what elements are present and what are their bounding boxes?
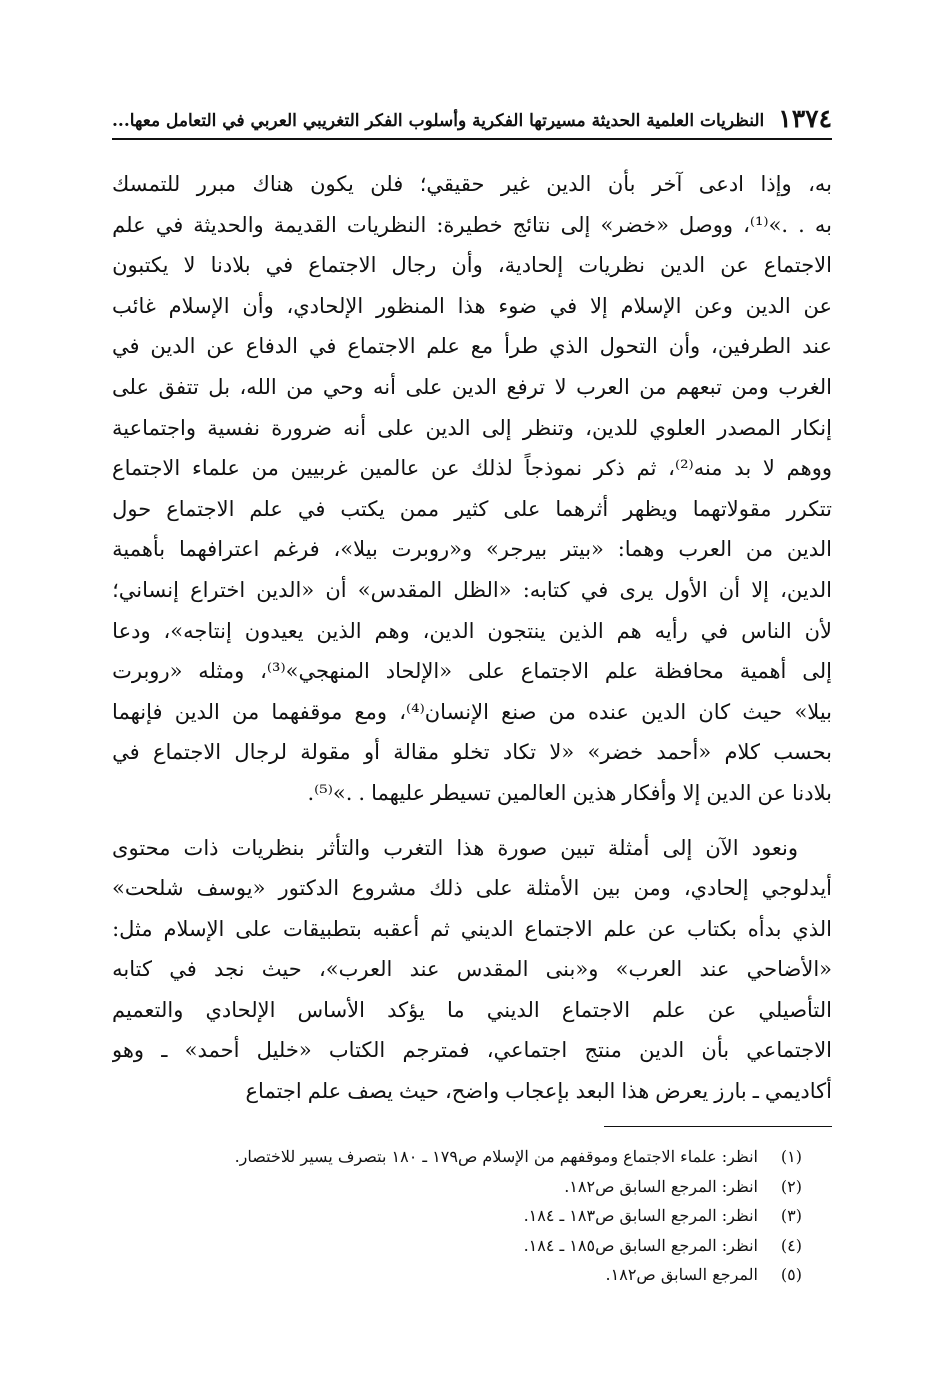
text-line: أكاديمي ـ بارز يعرض هذا البعد بإعجاب واضح، حيث يصف علم اجتماع [245, 1079, 832, 1104]
footnote-number: (٢) [780, 1176, 802, 1196]
text-line: عند الطرفين، وأن التحول الذي طرأ مع علم الاجتماع في الدفاع عن الدين في [112, 334, 832, 359]
text-line: الاجتماعي بأن الدين منتج اجتماعي، فمترجم الكتاب «خليل أحمد» ـ وهو [112, 1038, 832, 1063]
text-line: تتكرر مقولاتهما ويظهر أثرهما على كثير ممن يكتب في علم الاجتماع حول [112, 496, 832, 521]
text-line: أيدلوجي إلحادي، ومن بين الأمثلة على ذلك مشروع الدكتور «يوسف شلحت» [112, 876, 832, 901]
text-line: الاجتماع عن الدين نظريات إلحادية، وأن رجال الاجتماع في بلادنا لا يكتبون [112, 253, 832, 278]
footnote-separator [604, 1126, 832, 1127]
text-line: لأن الناس في رأيه هم الذين ينتجون الدين، وهم الذين يعيدون إنتاجه»، ودعا [112, 618, 832, 643]
text-line: الذي بدأه بكتاب عن علم الاجتماع الديني ثم أعقبه بتطبيقات على الإسلام مثل: [112, 916, 832, 941]
page-number: ١٣٧٤ [778, 104, 832, 133]
footnote-number: (٥) [780, 1265, 802, 1284]
text-line: الدين من العرب وهما: «بيتر بيرجر» و«روبرت بيلا»، فرغم اعترافهما بأهمية [112, 537, 832, 562]
text-line: ووهم لا بد منه⁽²⁾، ثم ذكر نموذجاً لذلك عن عالمين غربيين من علماء الاجتماع [112, 456, 832, 481]
footnote-item [112, 1142, 812, 1172]
text-line: به، وإذا ادعى آخر بأن الدين غير حقيقي؛ فلن يكون هناك مبرر للتمسك [112, 172, 832, 196]
footnotes [112, 1142, 812, 1290]
footnote-item [112, 1201, 812, 1231]
running-title: النظريات العلمية الحديثة مسيرتها الفكرية وأسلوب الفكر التغريبي العربي في التعامل معها... [112, 111, 765, 131]
text-line: الدين، إلا أن الأول يرى في كتابه: «الظل المقدس» أن «الدين اختراع إنساني؛ [112, 577, 832, 602]
paragraph-2 [112, 828, 832, 1112]
text-line: بيلا» حيث كان الدين عنده من صنع الإنسان⁽⁴⁾، ومع موقفهما من الدين فإنهما [112, 699, 832, 724]
footnote-item [112, 1172, 812, 1202]
footnote-text: انظر: المرجع السابق ص١٨٣ ـ ١٨٤. [523, 1206, 758, 1225]
text-line: عن الدين وعن الإسلام إلا في ضوء هذا المنظور الإلحادي، وأن الإسلام غائب [112, 293, 832, 318]
footnote-number: (٣) [780, 1206, 802, 1225]
footnote-item [112, 1231, 812, 1261]
running-header [112, 100, 832, 140]
footnote-text: انظر: المرجع السابق ص١٨٥ ـ ١٨٤. [523, 1235, 758, 1255]
footnote-text: انظر: المرجع السابق ص١٨٢. [564, 1176, 758, 1196]
text-line: به . .»⁽¹⁾، ووصل «خضر» إلى نتائج خطيرة: النظريات القديمة والحديثة في علم [112, 212, 832, 237]
main-text [112, 164, 832, 1112]
text-line: إلى أهمية محافظة علم الاجتماع على «الإلحاد المنهجي»⁽³⁾، ومثله «روبرت [112, 659, 832, 684]
text-line: التأصيلي عن علم الاجتماع الديني ما يؤكد الأساس الإلحادي والتعميم [112, 997, 832, 1022]
paragraph-1 [112, 164, 832, 814]
text-line: بلادنا عن الدين إلا وأفكار هذين العالمين تسيطر عليهما . .»⁽⁵⁾. [307, 780, 832, 805]
text-line: الغرب ومن تبعهم من العرب لا ترفع الدين على أنه وحي من الله، بل تتفق على [112, 374, 832, 399]
text-line: ونعود الآن إلى أمثلة تبين صورة هذا التغرب والتأثر بنظريات ذات محتوى [112, 835, 798, 860]
footnote-item [112, 1260, 812, 1290]
text-line: بحسب كلام «أحمد خضر» «لا تكاد تخلو مقالة أو مقولة لرجال الاجتماع في [112, 740, 832, 765]
footnote-number: (٤) [780, 1235, 802, 1255]
text-line: «الأضاحي عند العرب» و«بنى المقدس عند العرب»، حيث نجد في كتابه [112, 957, 832, 982]
footnote-text: المرجع السابق ص١٨٢. [605, 1265, 758, 1284]
footnote-number: (١) [780, 1147, 802, 1166]
text-line: إنكار المصدر العلوي للدين، وتنظر إلى الدين على أنه ضرورة نفسية واجتماعية [112, 415, 832, 440]
footnote-text: انظر: علماء الاجتماع وموقفهم من الإسلام ص١٧٩ ـ ١٨٠ بتصرف يسير للاختصار. [234, 1147, 758, 1166]
